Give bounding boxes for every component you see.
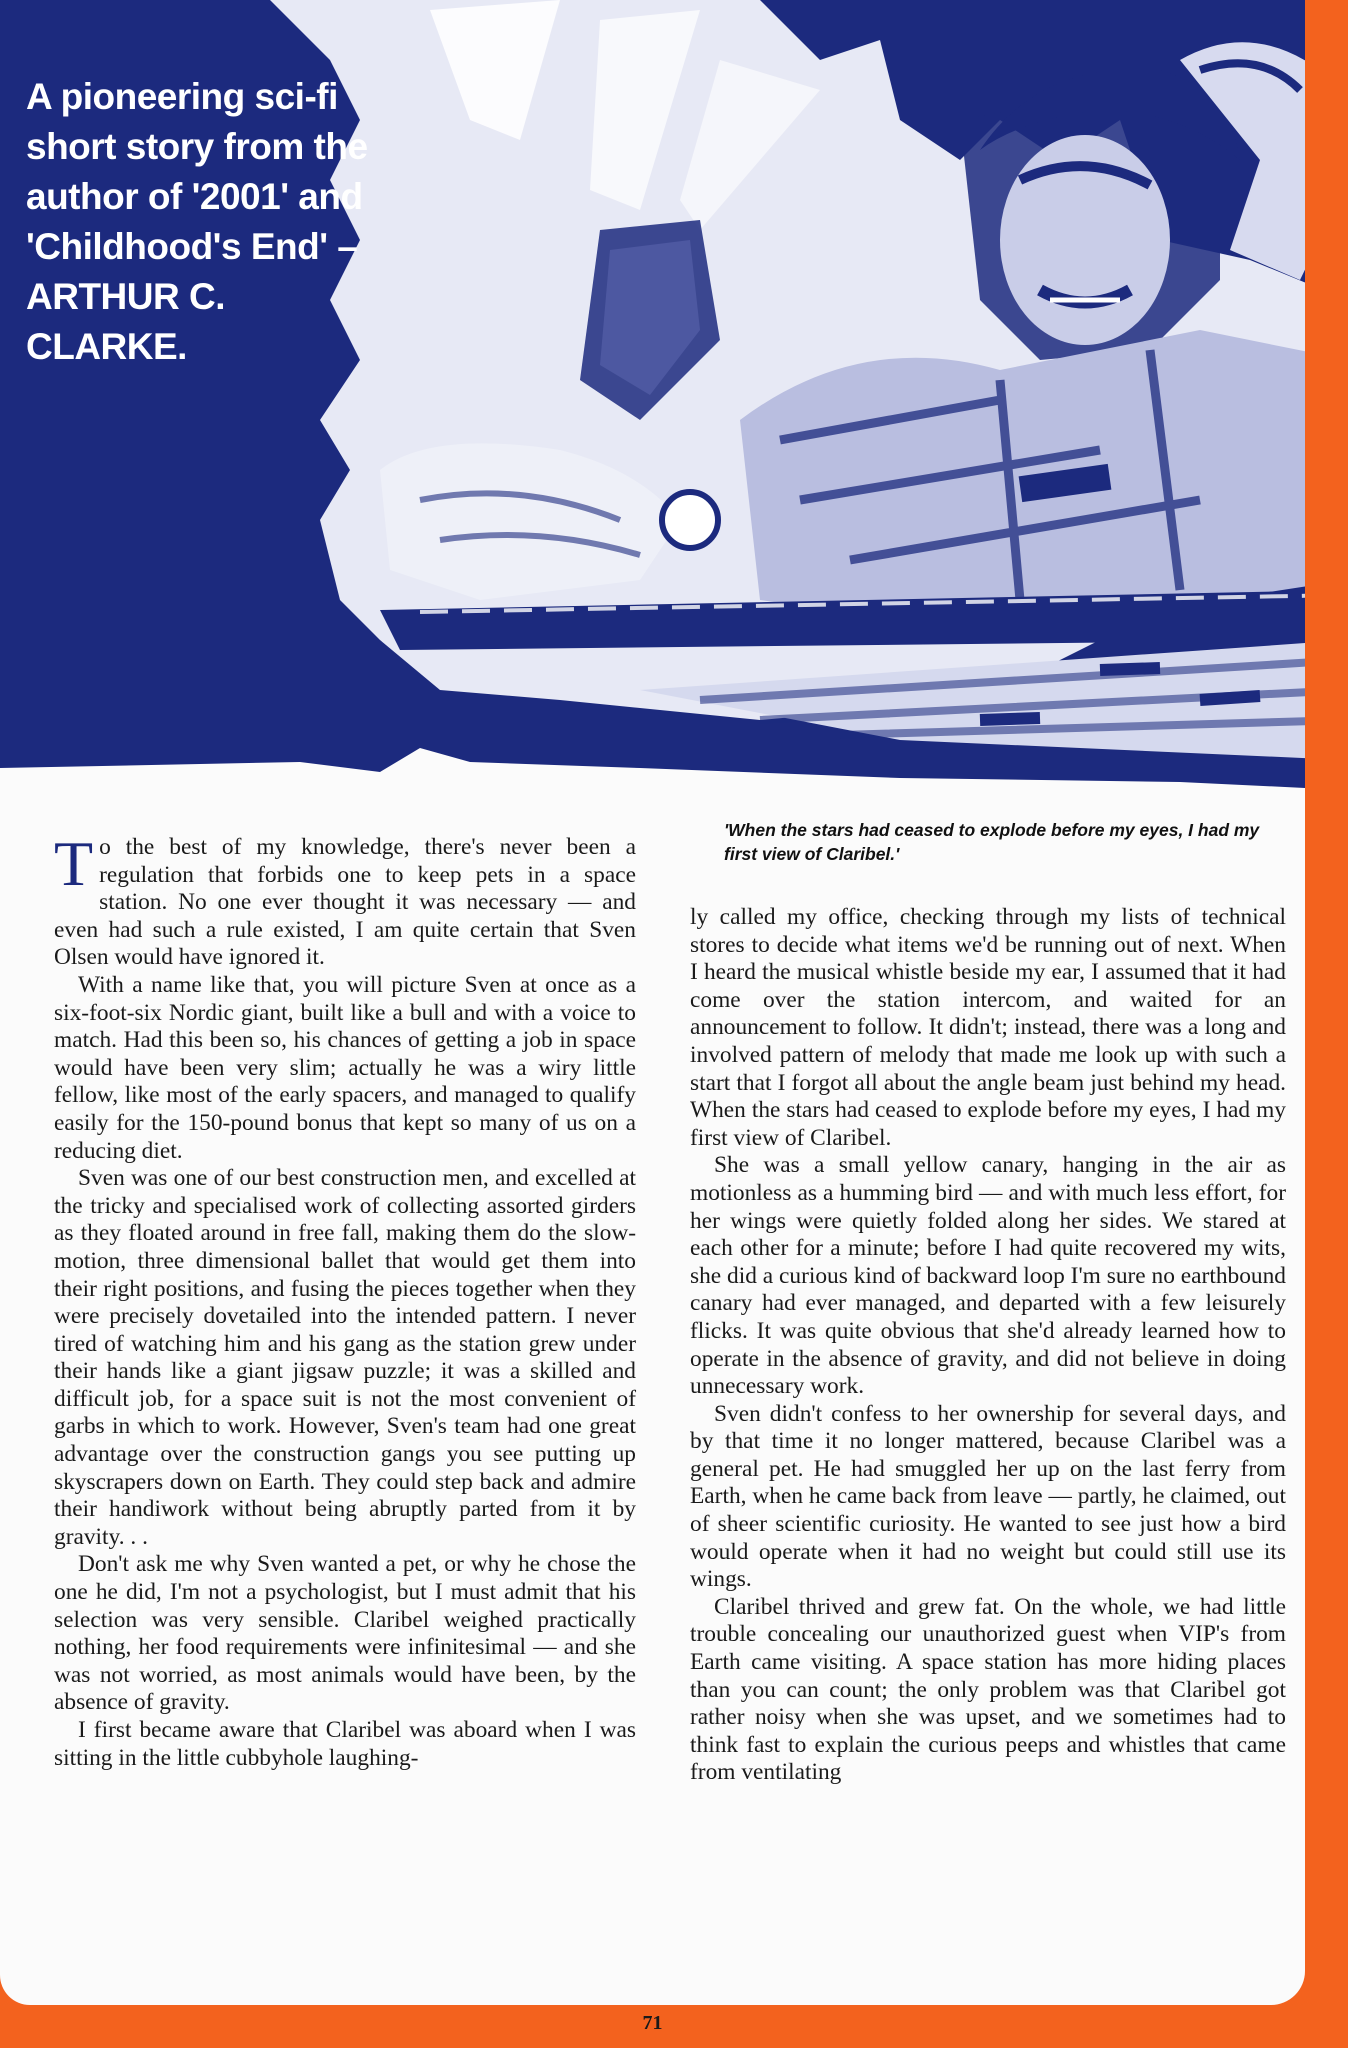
story-column-right (690, 904, 1286, 1787)
story-column-left (54, 828, 636, 1772)
illustration-caption: 'When the stars had ceased to explode before my eyes, I had my first view of Claribel.' (724, 820, 1260, 864)
story-paragraph: She was a small yellow canary, hanging in the air as motionless as a humming bird — and with much less effort, for her wings were quietly folded along her sides. We stared at each other for a minute; before I had quite recovered my wits, she did a curious kind of backward loop I'm sure no earthbound canary had ever managed, and departed with a few leisurely flicks. It was quite obvious that she'd already learned how to operate in the absence of gravity, and did not believe in doing unnecessary work. (690, 1152, 1286, 1400)
story-paragraph: I first became aware that Claribel was aboard when I was sitting in the little cubbyhole laughing- (54, 1717, 636, 1771)
intro-blurb: A pioneering sci-fi short story from the author of '2001' and 'Childhood's End' – ARTHUR C. CLARKE. (26, 76, 368, 367)
drop-cap: T (54, 828, 94, 899)
story-paragraph: Sven didn't confess to her ownership for several days, and by that time it no longer mattered, because Claribel was a general pet. He had smuggled her up on the last ferry from Earth, when he came back from leave — partly, he claimed, out of sheer scientific curiosity. He wanted to see just how a bird would operate when it had no weight but could still use its wings. (690, 1400, 1286, 1593)
story-paragraph: Claribel thrived and grew fat. On the whole, we had little trouble concealing our unauthorized guest when VIP's from Earth came visiting. A space station has more hiding places than you can count; the only problem was that Claribel got rather noisy when she was upset, and we sometimes had to think fast to explain the curious peeps and whistles that came from ventilating (690, 1593, 1286, 1786)
story-paragraph: ly called my office, checking through my lists of technical stores to decide what items we'd be running out of next. When I heard the musical whistle beside my ear, I assumed that it had come over the station intercom, and waited for an announcement to follow. It didn't; instead, there was a long and involved pattern of melody that made me look up with such a start that I forgot all about the angle beam just behind my head. When the stars had ceased to explode before my eyes, I had my first view of Claribel. (690, 904, 1286, 1151)
story-paragraph: Sven was one of our best construction men, and excelled at the tricky and specialised work of collecting assorted girders as they floated around in free fall, making them do the slow-motion, three dimensional ballet that would get them into their right positions, and fusing the pieces together when they were precisely dovetailed into the intended pattern. I never tired of watching him and his gang as the station grew under their hands like a giant jigsaw puzzle; it was a skilled and difficult job, for a space suit is not the most convenient of garbs in which to work. However, Sven's team had one great advantage over the construction gangs you see putting up skyscrapers down on Earth. They could step back and admire their handiwork without being abruptly parted from it by gravity. . . (54, 1165, 636, 1550)
story-paragraph: Don't ask me why Sven wanted a pet, or why he chose the one he did, I'm not a psychologist, but I must admit that his selection was very sensible. Claribel weighed practically nothing, her food requirements were infinitesimal — and she was not worried, as most animals would have been, by the absence of gravity. (54, 1551, 636, 1716)
story-paragraph: With a name like that, you will picture Sven at once as a six-foot-six Nordic giant, built like a bull and with a voice to match. Had this been so, his chances of getting a job in space would have been very slim; actually he was a wiry little fellow, like most of the early spacers, and managed to qualify easily for the 150-pound bonus that kept so many of us on a reducing diet. (54, 971, 636, 1164)
page-number: 71 (642, 2012, 663, 2034)
story-paragraph: To the best of my knowledge, there's never been a regulation that forbids one to keep pets in a space station. No one ever thought it was necessary — and even had such a rule existed, I am quite certain that Sven Olsen would have ignored it. (54, 828, 636, 971)
